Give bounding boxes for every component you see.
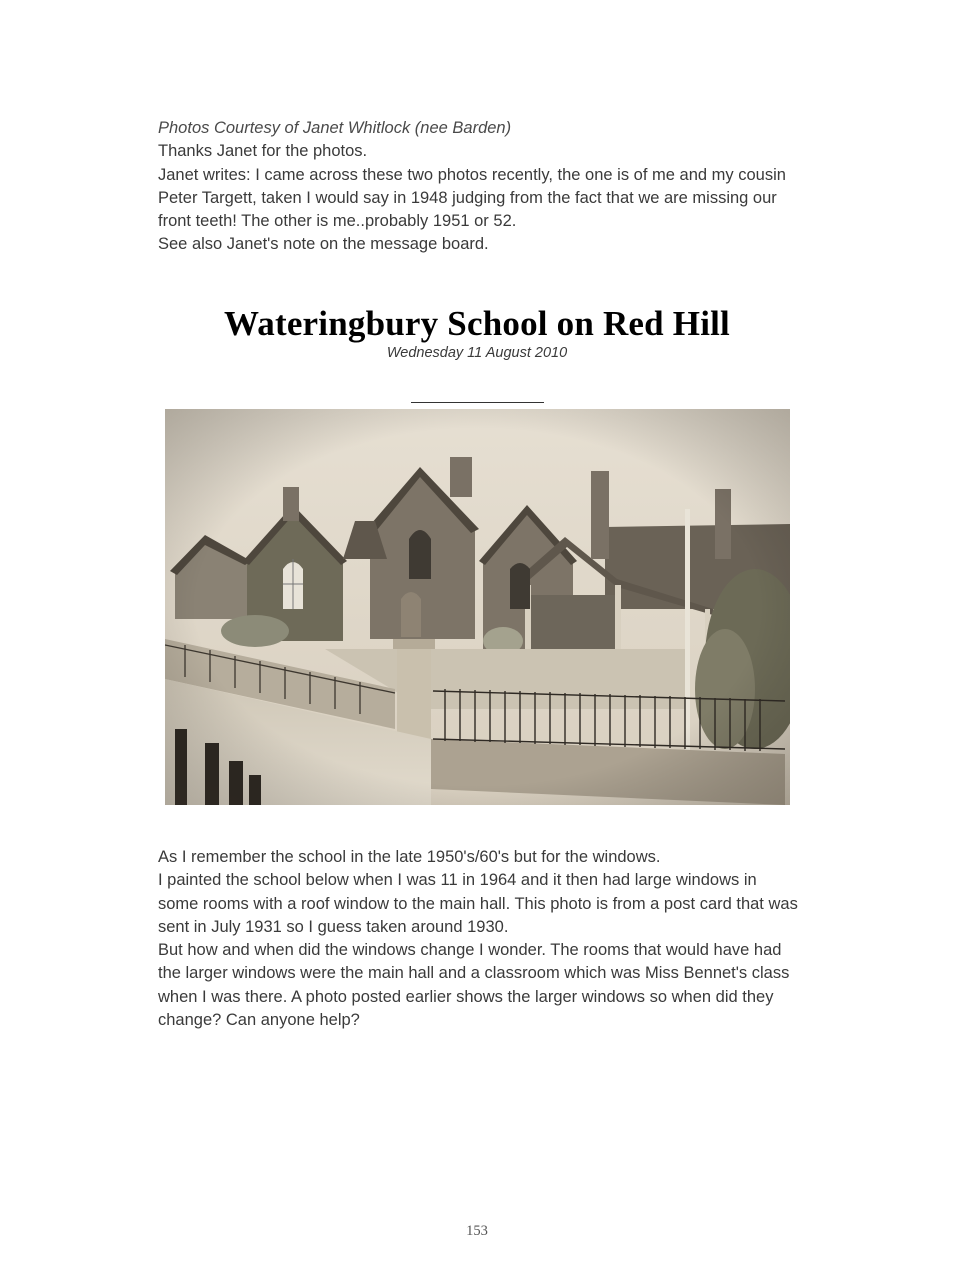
- title-divider: [411, 402, 544, 403]
- body-paragraph-1: As I remember the school in the late 1950's/60's but for the windows.: [158, 848, 661, 866]
- school-building-photo: [165, 409, 790, 805]
- article-body: [158, 846, 800, 1032]
- thanks-line: Thanks Janet for the photos.: [158, 142, 368, 161]
- janet-writes-paragraph: Janet writes: I came across these two photos recently, the one is of me and my cousin Peter Targett, taken I would say in 1948 judging from the fact that we are missing our front teeth! The other is me..probably 1951 or 52.: [158, 165, 786, 231]
- body-paragraph-3: But how and when did the windows change I wonder. The rooms that would have had the larger windows were the main hall and a classroom which was Miss Bennet's class when I was there. A photo posted earlier shows the larger windows so when did they change? Can anyone help?: [158, 941, 790, 1030]
- page-number: 153: [466, 1223, 488, 1239]
- see-also-line: See also Janet's note on the message board.: [158, 235, 489, 254]
- intro-section: [158, 117, 800, 257]
- article-date: Wednesday 11 August 2010: [386, 345, 568, 361]
- photo-credit: Photos Courtesy of Janet Whitlock (nee Barden): [158, 119, 512, 137]
- body-paragraph-2: I painted the school below when I was 11 in 1964 and it then had large windows in some rooms with a roof window to the main hall. This photo is from a post card that was sent in July 1931 so I guess taken around 1930.: [158, 871, 798, 936]
- article-title: Wateringbury School on Red Hill: [224, 304, 730, 343]
